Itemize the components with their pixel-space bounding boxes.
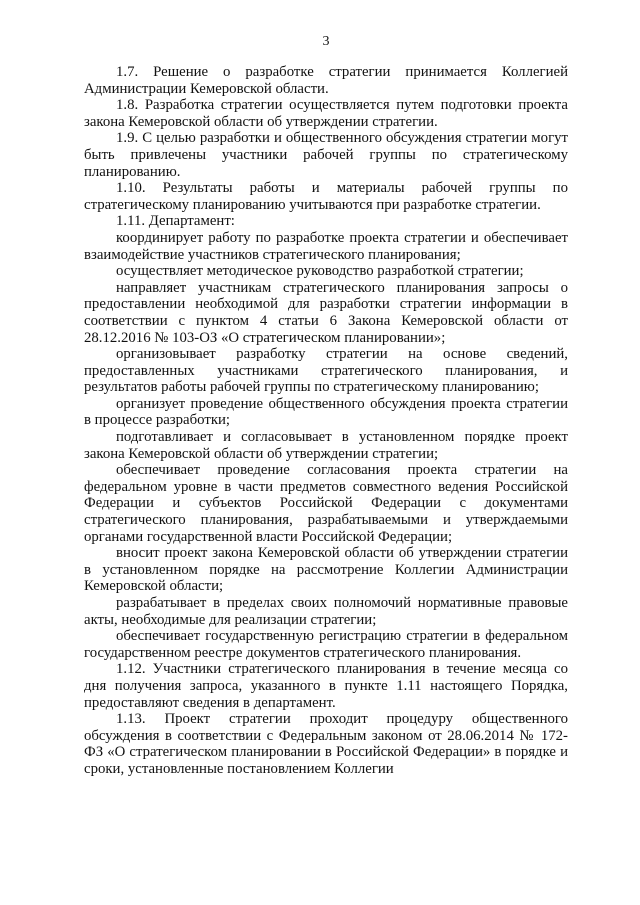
duty-organizes-development: организовывает разработку стратегии на основе сведений, предоставленных участниками стратегического планирования, и результатов работы рабочей группы по стратегическому планированию; bbox=[84, 346, 568, 396]
paragraph-1-8: 1.8. Разработка стратегии осуществляется путем подготовки проекта закона Кемеровской области об утверждении стратегии. bbox=[84, 97, 568, 130]
duty-prepares-draft-law: подготавливает и согласовывает в установленном порядке проект закона Кемеровской области об утверждении стратегии; bbox=[84, 429, 568, 462]
duty-coordinates: координирует работу по разработке проекта стратегии и обеспечивает взаимодействие участников стратегического планирования; bbox=[84, 229, 568, 263]
paragraph-1-9: 1.9. С целью разработки и общественного обсуждения стратегии могут быть привлечены участники рабочей группы по стратегическому планированию. bbox=[84, 130, 568, 180]
paragraph-1-7: 1.7. Решение о разработке стратегии принимается Коллегией Администрации Кемеровской области. bbox=[84, 64, 568, 97]
duty-state-registration: обеспечивает государственную регистрацию стратегии в федеральном государственном реестре документов стратегического планирования. bbox=[84, 628, 568, 661]
paragraph-1-10: 1.10. Результаты работы и материалы рабочей группы по стратегическому планированию учитываются при разработке стратегии. bbox=[84, 180, 568, 213]
paragraph-1-11-heading: 1.11. Департамент: bbox=[116, 213, 235, 230]
page-number: 3 bbox=[322, 34, 330, 49]
paragraph-1-13: 1.13. Проект стратегии проходит процедуру общественного обсуждения в соответствии с Федеральным законом от 28.06.2014 № 172-ФЗ «О стратегическом планировании в Российской Федерации» в порядке и сроки, установленные постановлением Коллегии bbox=[84, 711, 568, 777]
duty-develops-acts: разрабатывает в пределах своих полномочий нормативные правовые акты, необходимые для реализации стратегии; bbox=[84, 595, 568, 628]
duty-sends-requests: направляет участникам стратегического планирования запросы о предоставлении необходимой для разработки стратегии информации в соответствии с пунктом 4 статьи 6 Закона Кемеровской области от 28.12.2016 № 103-ОЗ «О стратегическом планировании»; bbox=[84, 279, 568, 346]
duty-federal-approval: обеспечивает проведение согласования проекта стратегии на федеральном уровне в части предметов совместного ведения Российской Федерации и субъектов Российской Федерации с документами стратегического планирования, разрабатываемыми и утверждаемыми органами государственной власти Российской Федерации; bbox=[84, 462, 568, 545]
document-page bbox=[84, 34, 568, 778]
duty-submits-draft-law: вносит проект закона Кемеровской области об утверждении стратегии в установленном порядке на рассмотрение Коллегии Администрации Кемеровской области; bbox=[84, 545, 568, 595]
duty-public-discussion: организует проведение общественного обсуждения проекта стратегии в процессе разработки; bbox=[84, 395, 568, 429]
duty-methodical-guidance: осуществляет методическое руководство разработкой стратегии; bbox=[116, 263, 524, 280]
paragraph-1-12: 1.12. Участники стратегического планирования в течение месяца со дня получения запроса, указанного в пункте 1.11 настоящего Порядка, предоставляют сведения в департамент. bbox=[84, 661, 568, 711]
